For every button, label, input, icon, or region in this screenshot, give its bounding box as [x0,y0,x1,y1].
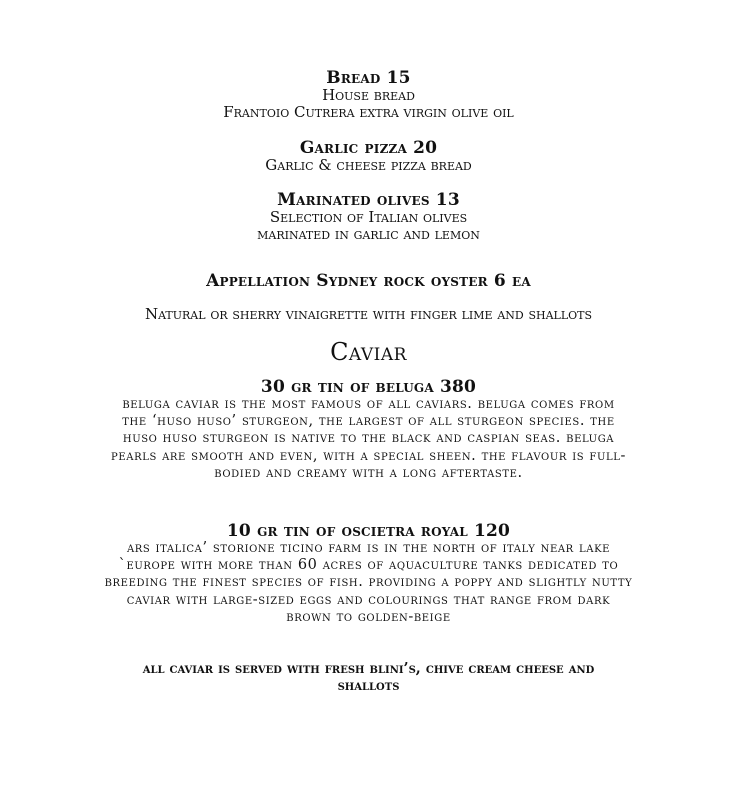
item-description-oscietra: ars italica’ storione ticino farm is in the north of italy near lake `europe with more than 60 acres of aquaculture tanks dedicated to breeding the finest species of fish. providing a poppy and slightly nutty caviar with large-sized eggs and colourings that range from dark brown to golden-beige [104,540,633,625]
item-description-beluga: beluga caviar is the most famous of all caviars. beluga comes from the ‘huso huso’ sturgeon, the largest of all sturgeon species. the huso huso sturgeon is native to the black and caspian seas. beluga pearls are smooth and even, with a special sheen. the flavour is full-bodied and creamy with a long aftertaste. [111,396,626,481]
item-line-bread-2: Frantoio Cutrera extra virgin olive oil [223,103,514,121]
caviar-item-oscietra [0,522,737,626]
caviar-serving-note [0,661,737,694]
section-heading-caviar: Caviar [330,338,407,366]
caviar-item-beluga [0,378,737,482]
item-title-oscietra: 10 gr tin of oscietra royal 120 [226,521,511,541]
item-line-olives-1: Selection of Italian olives [269,208,468,226]
menu-item-olives [0,191,737,243]
menu-item-garlic-pizza [0,139,737,174]
item-title-oyster: Appellation Sydney rock oyster 6 ea [206,271,531,291]
item-title-garlic-pizza: Garlic pizza 20 [299,138,438,158]
menu-item-oyster-description [0,306,737,323]
menu-item-bread [0,69,737,121]
item-line-oyster: Natural or sherry vinaigrette with finger lime and shallots [144,305,593,323]
item-title-olives: Marinated olives 13 [277,190,460,210]
item-line-garlic-pizza: Garlic & cheese pizza bread [265,156,472,174]
menu-item-oyster [0,272,737,290]
item-title-bread: Bread 15 [326,68,411,88]
item-line-bread-1: House bread [322,86,415,104]
item-line-olives-2: marinated in garlic and lemon [257,225,480,243]
item-title-beluga: 30 gr tin of beluga 380 [260,377,477,397]
serving-note-text: all caviar is served with fresh blini’s, chive cream cheese and shallots [142,660,595,694]
